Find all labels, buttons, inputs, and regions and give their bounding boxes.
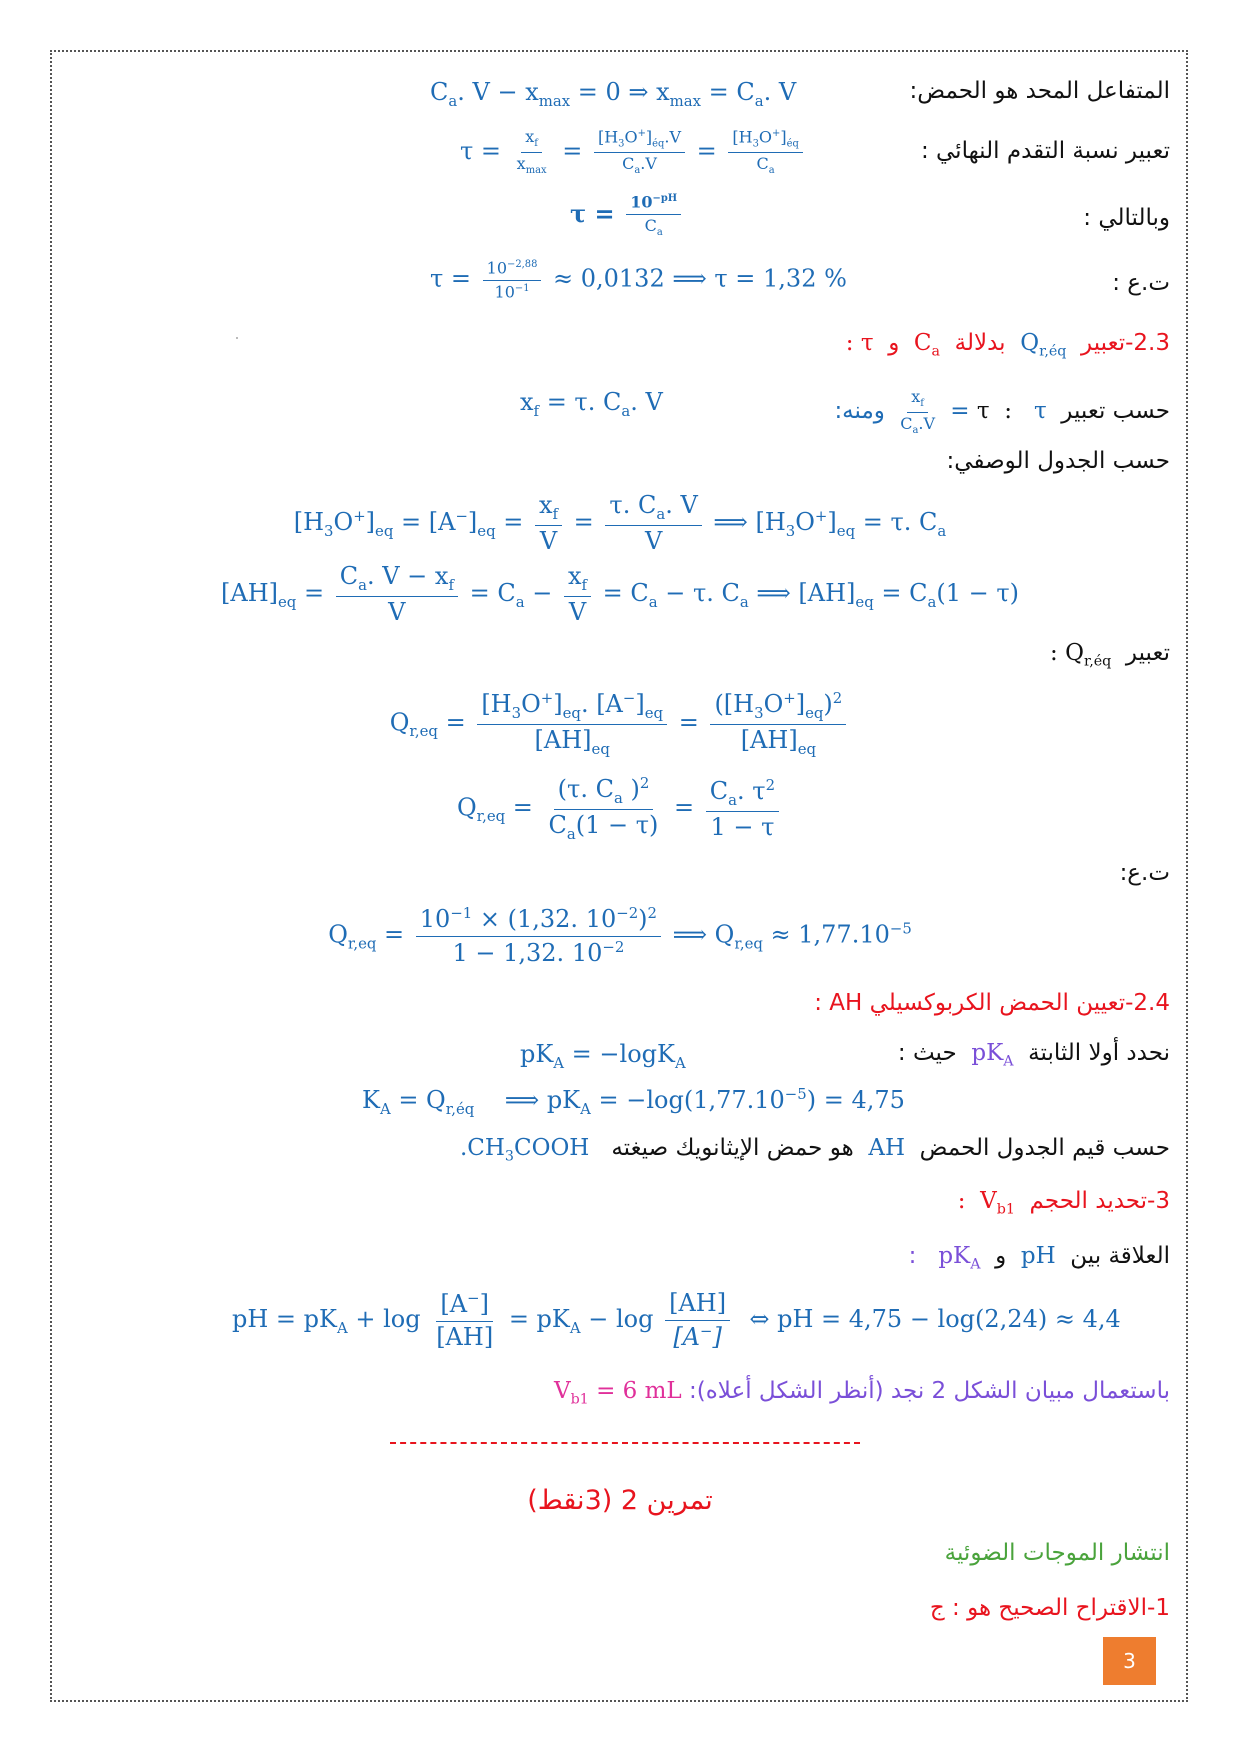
pka-definition: $pK_A = -\log K_A$ xyxy=(520,1040,686,1072)
speck xyxy=(236,337,238,339)
q-tau-equation: $Q_{r,eq}$ = $\frac{(\tau. C_a )^2}{C_a(1 - \tau)}$ = $\frac{C_a. \tau^2}{1 - \tau}$ xyxy=(0,775,1240,843)
first-determine-line: نحدد أولا الثابتة $pK_A$ حيث : xyxy=(897,1040,1170,1070)
q-ratio-equation: $Q_{r,eq}$ = $\frac{[H_3O^+]_{eq}. [A^-]_{eq}}{[AH]_{eq}}$ = $\frac{([H_3O^+]_{eq})^2}{[AH]_{eq}}$ xyxy=(0,690,1240,758)
ph-equation: pH = $pK_A + \log$ $\frac{[A^-]}{[AH]}$ = $pK_A - \log$ $\frac{[AH]}{[A^-]}$ ⇔ pH = 4,75 − log(2,24) ≈ 4,4 xyxy=(232,1289,1121,1351)
q-numeric-equation: $Q_{r,eq}$ = $\frac{10^{-1} \times (1,32. 10^{-2})^2}{1 - 1,32. 10^{-2}}$ ⟹ $Q_{r,eq} \approx 1,77.10^{-5}$ xyxy=(328,904,912,967)
proposal-answer: 1-الاقتراح الصحيح هو : ج xyxy=(929,1595,1170,1621)
tau-numeric-equation: τ = $\frac{10^{-2,88}}{10^{-1}}$ ≈ 0,0132 ⟹ τ = 1,32 % xyxy=(430,258,847,302)
ah-equation: $[AH]_{eq}$ = $\frac{C_a. V - x_f}{V}$ = $C_a$ − $\frac{x_f}{V}$ = $C_a - \tau$. $C_a$ ⟹ $[AH]_{eq} = C_a(1 - \tau)$ xyxy=(221,562,1019,626)
section-2-4-heading: 2.4-تعيين الحمض الكربوكسيلي AH : xyxy=(814,990,1170,1016)
xf-equation: $x_f = \tau$. $C_a$. V xyxy=(520,388,663,420)
ka-equation: $K_A = Q_{r,éq}$ ⟹ $pK_A = -\log(1,77.10^{-5}) = 4,75$ xyxy=(362,1085,905,1118)
separator-dashed-line xyxy=(390,1442,860,1444)
therefore-label: وبالتالي : xyxy=(1083,205,1170,231)
tau-expression-label: تعبير نسبة التقدم النهائي : xyxy=(920,138,1170,164)
by-tau-line: حسب تعبير τ : τ = $\frac{x_f}{C_a.V}$ ومنه: xyxy=(834,387,1170,436)
by-table-label: حسب الجدول الوصفي: xyxy=(946,448,1170,474)
by-values-line: حسب قيم الجدول الحمض AH هو حمض الإيثانويك صيغته $CH_3COOH$. xyxy=(459,1135,1170,1165)
tau-definition-equation: τ = $\frac{x_f}{x_{max}}$ = $\frac{[H_3O^+]_{éq}.V}{C_a.V}$ = $\frac{[H_3O^+]_{éq}}{C_a}$ xyxy=(460,128,807,177)
page-number-badge: 3 xyxy=(1103,1637,1156,1685)
tau-ph-equation: τ = $\frac{10^{-pH}}{C_a}$ xyxy=(570,193,685,238)
section-2-3-heading: 2.3-تعبير $Q_{r,éq}$ بدلالة $C_a$ و τ : xyxy=(845,330,1170,360)
numeric-application-1: ت.ع : xyxy=(1112,270,1170,296)
section-3-heading: 3-تحديد الحجم $V_{b1}$ : xyxy=(957,1188,1170,1218)
q-expression-label: تعبير $Q_{r,éq}$ : xyxy=(1050,640,1170,670)
graph-usage-line: باستعمال مبيان الشكل 2 نجد (أنظر الشكل أعلاه): $V_{b1} = 6$ mL xyxy=(539,1378,1170,1408)
light-waves-heading: انتشار الموجات الضوئية xyxy=(944,1540,1170,1566)
numeric-application-2: ت.ع: xyxy=(1119,860,1170,886)
exercise-2-title: تمرين 2 (3نقط) xyxy=(527,1485,713,1516)
relation-line: العلاقة بين pH و $pK_A$ : xyxy=(908,1243,1170,1273)
limiting-reagent-text: المتفاعل المحد هو الحمض: xyxy=(909,78,1170,104)
limiting-equation: $C_a$. $V - x_{max} = 0$ ⇒ $x_{max} = C_a$. V xyxy=(430,78,797,110)
h3o-equation: $[H_3O^+]_{eq} = [A^-]_{eq}$ = $\frac{x_f}{V}$ = $\frac{\tau. C_a. V}{V}$ ⟹ $[H_3O^+]_{eq} = \tau$. $C_a$ xyxy=(293,491,947,555)
